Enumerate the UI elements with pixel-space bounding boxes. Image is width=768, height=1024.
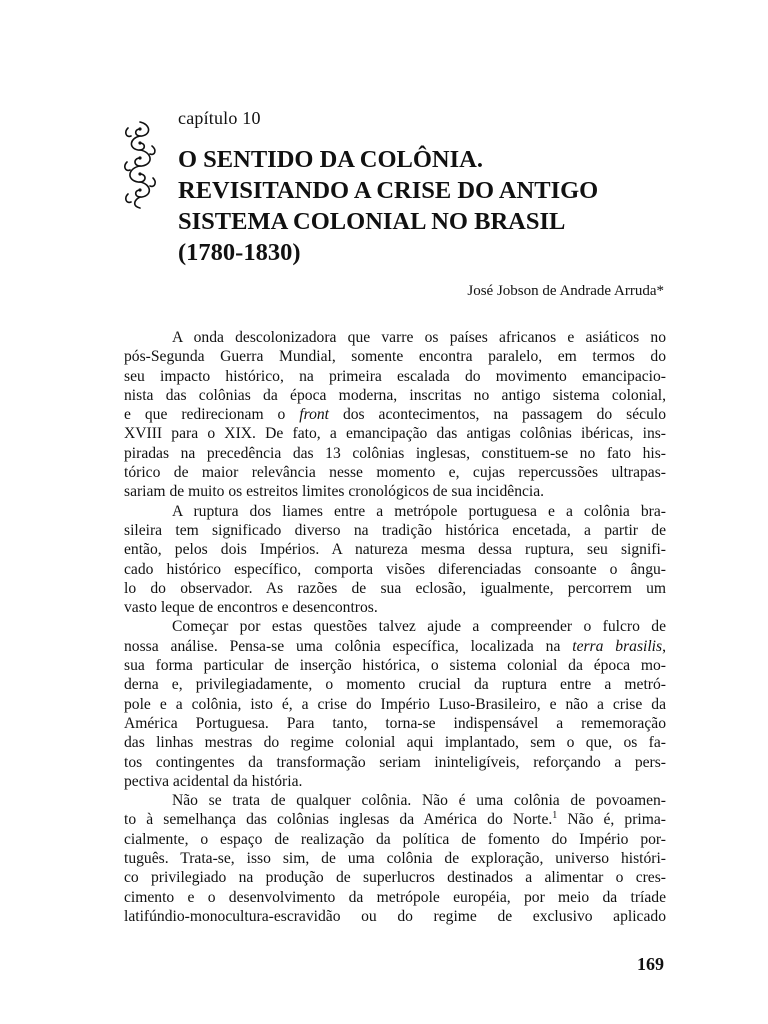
body-text-run: América Portuguesa. Para tanto, torna-se indispensável a rememoração xyxy=(124,714,666,732)
body-line xyxy=(124,540,666,559)
body-text-run: nista das colônias da época moderna, inscritas no antigo sistema colonial, xyxy=(124,386,666,404)
body-text-run: A ruptura dos liames entre a metrópole portuguesa e a colônia bra- xyxy=(172,502,666,520)
body-text-run: seu impacto histórico, na primeira escalada do movimento emancipacio- xyxy=(124,367,666,385)
body-line xyxy=(124,328,666,347)
body-line xyxy=(124,637,666,656)
body-text-run: então, pelos dois Impérios. A natureza mesma dessa ruptura, seu signifi- xyxy=(124,541,666,559)
body-text-run: pole e a colônia, isto é, a crise do Império Luso-Brasileiro, e não a crise da xyxy=(124,695,666,713)
body-text-run: cado histórico específico, comporta visões diferenciadas consoante o ângu- xyxy=(124,560,666,578)
body-text-run: co privilegiado na produção de superlucros destinados a alimentar o cres- xyxy=(124,869,666,887)
body-text-run: lo do observador. As razões de sua eclosão, igualmente, percorrem um xyxy=(124,579,666,597)
body-text-run: cimento e o desenvolvimento da metrópole européia, por meio da tríade xyxy=(124,888,666,906)
body-line xyxy=(124,907,666,926)
body-line xyxy=(124,675,666,694)
body-text-run: , xyxy=(662,637,666,655)
body-text-run: nossa análise. Pensa-se uma colônia específica, localizada na xyxy=(124,637,573,655)
body-text-run: pectiva acidental da história. xyxy=(124,772,303,790)
body-line xyxy=(124,753,666,772)
chapter-title-line: (1780-1830) xyxy=(178,239,301,266)
body-line xyxy=(124,656,666,675)
page-number: 169 xyxy=(637,954,664,974)
body-line xyxy=(124,772,666,791)
italic-term: front xyxy=(299,406,330,424)
body-line xyxy=(124,579,666,598)
footnote-ref: 1 xyxy=(552,810,558,822)
chapter-label: capítulo 10 xyxy=(178,108,261,128)
body-text-run: XVIII para o XIX. De fato, a emancipação das antigas colônias ibéricas, ins- xyxy=(124,425,666,443)
body-text-run: e que redirecionam o xyxy=(124,406,300,424)
chapter-title xyxy=(178,144,688,268)
body-text-run: tos contingentes da transformação seriam ininteligíveis, reforçando a pers- xyxy=(124,753,666,771)
italic-term: terra brasilis xyxy=(572,637,663,655)
body-line xyxy=(124,733,666,752)
body-text-run: A onda descolonizadora que varre os países africanos e asiáticos no xyxy=(172,329,666,346)
body-line xyxy=(124,830,666,849)
body-line xyxy=(124,560,666,579)
body-line xyxy=(124,424,666,443)
body-line xyxy=(124,888,666,907)
body-line xyxy=(124,347,666,366)
chapter-title-line: O SENTIDO DA COLÔNIA. xyxy=(178,146,483,173)
body-text-run: das linhas mestras do regime colonial aqui implantado, sem o que, os fa- xyxy=(124,734,666,752)
body-line xyxy=(124,810,666,829)
chapter-title-line: SISTEMA COLONIAL NO BRASIL xyxy=(178,208,566,235)
body-line xyxy=(124,849,666,868)
body-text-run: vasto leque de encontros e desencontros. xyxy=(124,599,378,617)
body-line xyxy=(124,617,666,636)
body-text-run: derna e, privilegiadamente, o momento crucial da ruptura entre a metró- xyxy=(124,676,666,694)
body-text-run: latifúndio-monocultura-escravidão ou do regime de exclusivo aplicado xyxy=(124,907,666,925)
body-text-run: sariam de muito os estreitos limites cronológicos de sua incidência. xyxy=(124,483,545,501)
body-text-run: tórico de maior relevância nesse momento e, cujas repercussões ultrapas- xyxy=(124,464,666,482)
body-text-run: to à semelhança das colônias inglesas da América do Norte. xyxy=(124,811,553,829)
body-line xyxy=(124,386,666,405)
body-text-run: tuguês. Trata-se, isso sim, de uma colônia de exploração, universo históri- xyxy=(124,850,666,868)
chapter-title-line: REVISITANDO A CRISE DO ANTIGO xyxy=(178,177,599,204)
body-text-run: cialmente, o espaço de realização da política de fomento do Império por- xyxy=(124,830,666,848)
body-line xyxy=(124,482,666,501)
author-byline xyxy=(467,283,664,300)
body-text-run: Começar por estas questões talvez ajude a compreender o fulcro de xyxy=(172,618,666,636)
body-line xyxy=(124,598,666,617)
body-line xyxy=(124,502,666,521)
body-text-run: dos acontecimentos, na passagem do século xyxy=(329,406,666,424)
body-line xyxy=(124,695,666,714)
body-line xyxy=(124,714,666,733)
body-line xyxy=(124,405,666,424)
body-text-run: sua forma particular de inserção histórica, o sistema colonial da época mo- xyxy=(124,657,666,675)
body-text-run: Não é, prima- xyxy=(557,811,666,829)
body-text-run: piradas na precedência das 13 colônias inglesas, constituem-se no fato his- xyxy=(124,444,666,462)
body-line xyxy=(124,367,666,386)
body-line xyxy=(124,521,666,540)
body-line xyxy=(124,791,666,810)
body-text-run: Não se trata de qualquer colônia. Não é uma colônia de povoamen- xyxy=(172,792,666,810)
body-line xyxy=(124,463,666,482)
author-footnote-mark: * xyxy=(656,283,664,299)
body-text-run: pós-Segunda Guerra Mundial, somente encontra paralelo, em termos do xyxy=(124,348,666,366)
body-line xyxy=(124,868,666,887)
body-line xyxy=(124,444,666,463)
body-text xyxy=(124,328,666,926)
author-name: José Jobson de Andrade Arruda xyxy=(467,283,657,299)
floral-ornament-icon xyxy=(120,118,160,210)
body-text-run: sileira tem significado diverso na tradição histórica encetada, a partir de xyxy=(124,521,666,539)
